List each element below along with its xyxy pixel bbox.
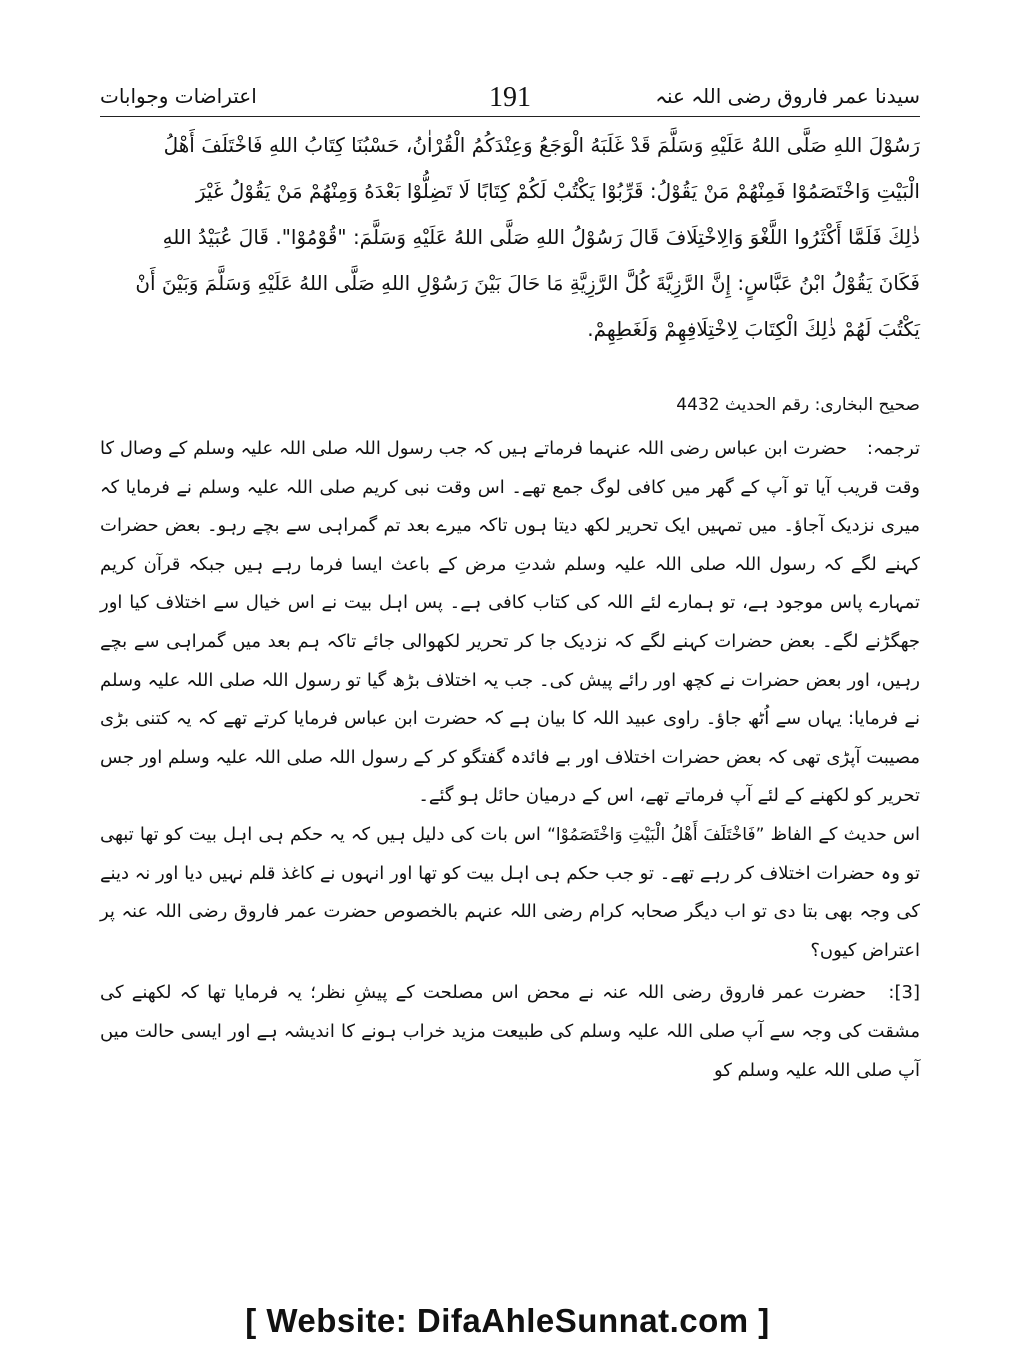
- hadith-reference: صحیح البخاری: رقم الحدیث 4432: [676, 395, 920, 415]
- translation-paragraph: [100, 430, 920, 816]
- hadith-line: فَكَانَ يَقُوْلُ ابْنُ عَبَّاسٍ: إِنَّ الرَّزِيَّةَ كُلَّ الرَّزِيَّةِ مَا حَالَ بَيْنَ رَسُوْلِ اللهِ صَلَّى اللهُ عَلَيْهِ وَسَلَّمَ وَبَيْنَ أَنْ: [135, 271, 920, 295]
- urdu-body: [100, 430, 920, 1090]
- commentary-quote: ”فَاخْتَلَفَ أَهْلُ الْبَيْتِ وَاخْتَصَمُوْا“: [547, 824, 765, 845]
- book-title: سیدنا عمر فاروق رضی اللہ عنہ: [655, 84, 920, 108]
- commentary-before: اس حدیث کے الفاظ: [764, 823, 920, 845]
- chapter-title: اعتراضات وجوابات: [100, 84, 257, 108]
- page-number: 191: [489, 82, 531, 113]
- commentary-paragraph: [100, 816, 920, 970]
- hadith-line: الْبَيْتِ وَاخْتَصَمُوْا فَمِنْهُمْ مَنْ يَقُوْلُ: قَرِّبُوْا يَكْتُبْ لَكُمْ كِتَابًا لَا تَضِلُّوْا بَعْدَهُ وَمِنْهُمْ مَنْ يَقُوْلُ غَيْرَ: [195, 179, 920, 203]
- point-3-paragraph: [100, 974, 920, 1090]
- page-header: [100, 82, 920, 117]
- hadith-arabic-text: [100, 122, 920, 352]
- translation-text: حضرت ابن عباس رضی اللہ عنہما فرماتے ہیں کہ جب رسول اللہ صلی اللہ علیہ وسلم کے وصال کا وقت قریب آیا تو آپ کے گھر میں کافی لوگ جمع تھے۔ اس وقت نبی کریم صلی اللہ علیہ وسلم نے فرمایا کہ میری نزدیک آجاؤ۔ میں تمہیں ایک تحریر لکھ دیتا ہوں تاکہ میرے بعد تم گمراہی سے بچے رہو۔ بعض حضرات کہنے لگے کہ رسول اللہ صلی اللہ علیہ وسلم شدتِ مرض کے باعث ایسا فرما رہے ہیں جبکہ قرآن کریم تمہارے پاس موجود ہے، تو ہمارے لئے اللہ کی کتاب کافی ہے۔ پس اہل بیت نے اس خیال سے اختلاف کیا اور جھگڑنے لگے۔ بعض حضرات کہنے لگے کہ نزدیک جا کر تحریر لکھوالی جائے تاکہ ہم بعد میں گمراہی سے بچے رہیں، اور بعض حضرات نے کچھ اور رائے پیش کی۔ جب یہ اختلاف بڑھ گیا تو رسول اللہ صلی اللہ علیہ وسلم نے فرمایا: یہاں سے اُٹھ جاؤ۔ راوی عبید اللہ کا بیان ہے کہ حضرت ابن عباس فرمایا کرتے تھے کہ یہ کتنی بڑی مصیبت آپڑی تھی کہ بعض حضرات اختلاف اور بے فائدہ گفتگو کر کے رسول اللہ صلی اللہ علیہ وسلم اور جس تحریر کو لکھنے کے لئے آپ فرماتے تھے، اس کے درمیان حائل ہو گئے۔: [100, 438, 920, 807]
- translation-label: ترجمہ:: [866, 438, 920, 459]
- website-footer: [ Website: DifaAhleSunnat.com ]: [245, 1302, 770, 1339]
- hadith-line: رَسُوْلَ اللهِ صَلَّى اللهُ عَلَيْهِ وَسَلَّمَ قَدْ غَلَبَهُ الْوَجَعُ وَعِنْدَكُمُ الْقُرْاٰنُ، حَسْبُنَا كِتَابُ اللهِ فَاخْتَلَفَ أَهْلُ: [163, 133, 920, 157]
- hadith-line: ذٰلِكَ فَلَمَّا أَكْثَرُوا اللَّغْوَ وَالِاخْتِلَافَ قَالَ رَسُوْلُ اللهِ صَلَّى اللهُ عَلَيْهِ وَسَلَّمَ: "قُوْمُوْا". قَالَ عُبَيْدُ اللهِ: [162, 225, 920, 249]
- hadith-line: يَكْتُبَ لَهُمْ ذٰلِكَ الْكِتَابَ لِاخْتِلَافِهِمْ وَلَغَطِهِمْ.: [587, 317, 920, 341]
- commentary-after: اس بات کی دلیل ہیں کہ یہ حکم ہی اہل بیت کو تھا تبھی تو وہ حضرات اختلاف کر رہے تھے۔ تو جب حکم ہی اہل بیت کو تھا اور انہوں نے کاغذ قلم نہیں دیا اور نہ دینے کی وجہ بھی بتا دی تو اب دیگر صحابہ کرام رضی اللہ عنہم بالخصوص حضرت عمر فاروق رضی اللہ عنہ پر اعتراض کیوں؟: [100, 823, 920, 961]
- point-3-label: [3]:: [888, 982, 920, 1004]
- point-3-text: حضرت عمر فاروق رضی اللہ عنہ نے محض اس مصلحت کے پیشِ نظر؛ یہ فرمایا تھا کہ لکھنے کی مشقت کی وجہ سے آپ صلی اللہ علیہ وسلم کی طبیعت مزید خراب ہونے کا اندیشہ ہے اور ایسی حالت میں آپ صلی اللہ علیہ وسلم کو: [100, 982, 920, 1081]
